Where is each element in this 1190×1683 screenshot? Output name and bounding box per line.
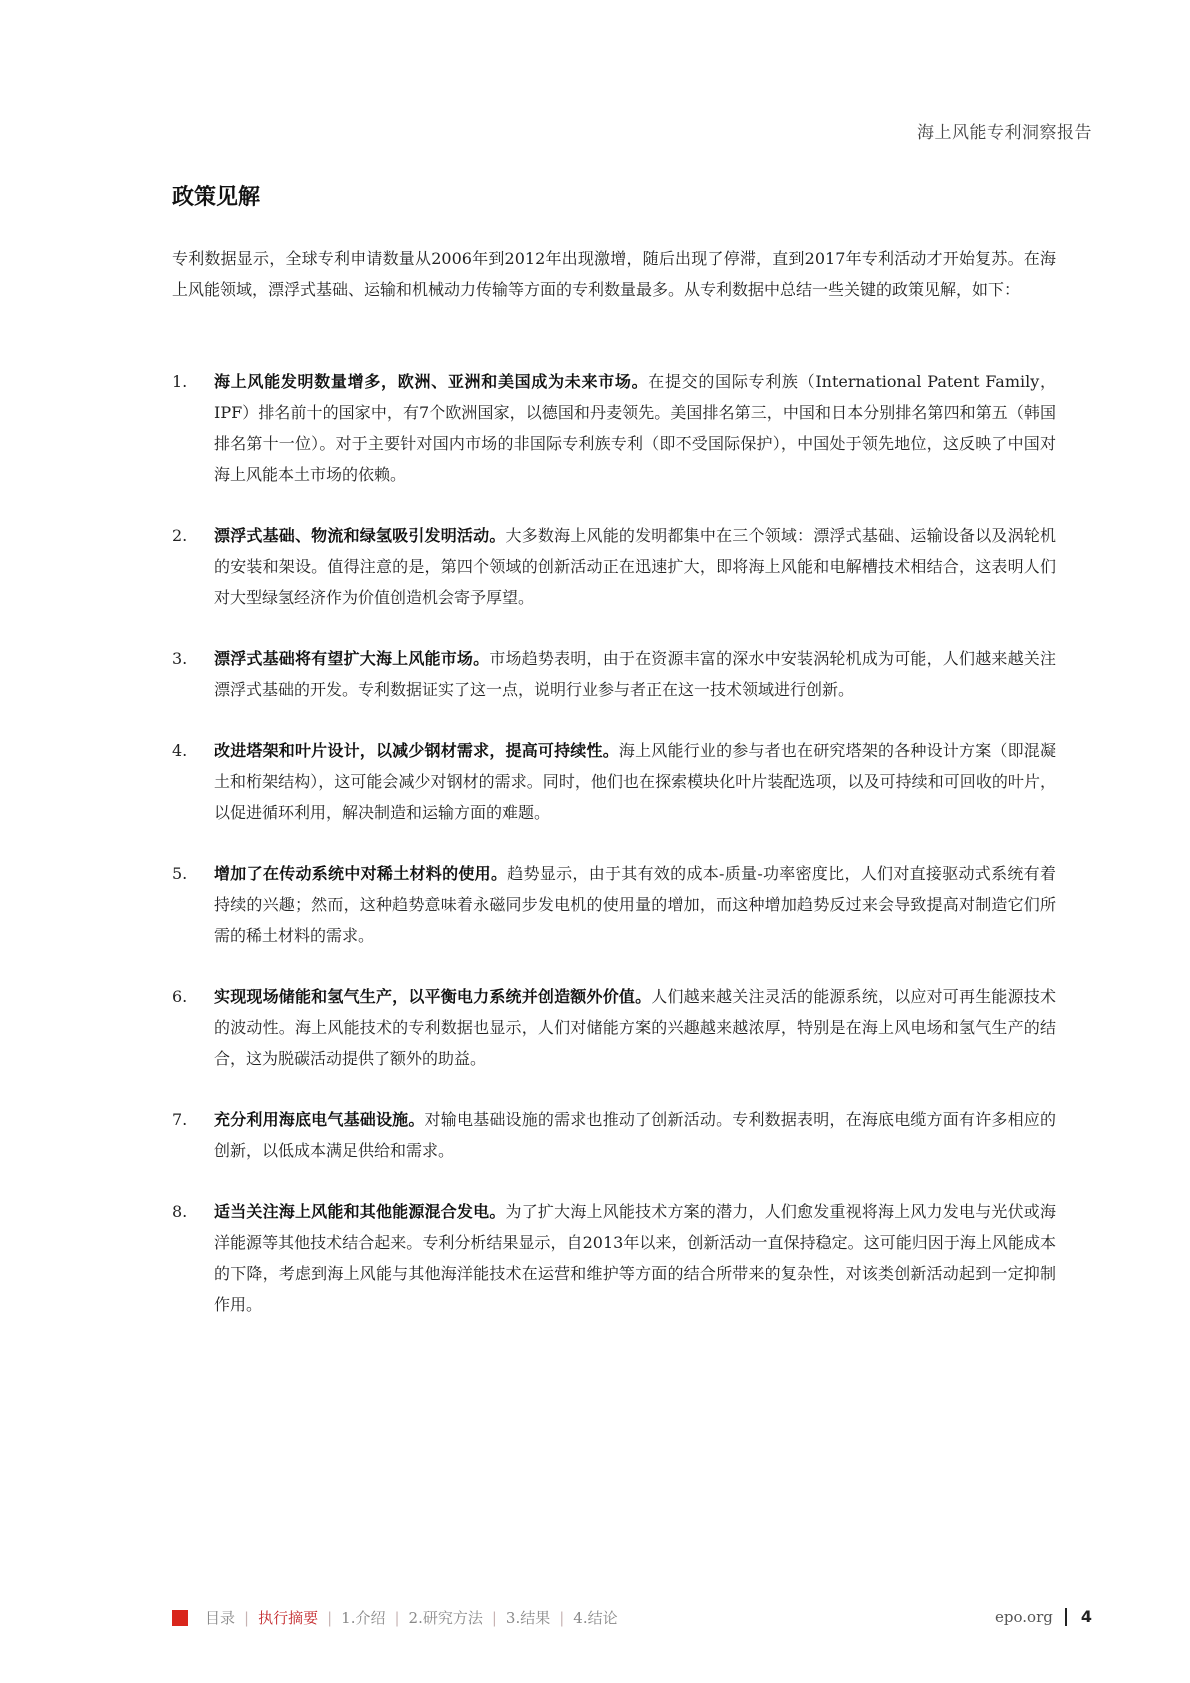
page-number: 4 [1080,1607,1092,1626]
list-item [172,520,1056,613]
item-body: 人们越来越关注灵活的能源系统，以应对可再生能源技术的波动性。海上风能技术的专利数据也显示，人们对储能方案的兴趣越来越浓厚，特别是在海上风电场和氢气生产的结合，这为脱碳活动提供了额外的助益。 [214,987,1056,1068]
item-body: 在提交的国际专利族（International Patent Family，IPF）排名前十的国家中，有7个欧洲国家，以德国和丹麦领先。美国排名第三，中国和日本分别排名第四和第五（韩国排名第十一位）。对于主要针对国内市场的非国际专利族专利（即不受国际保护），中国处于领先地位，这反映了中国对海上风能本土市场的依赖。 [214,372,1056,484]
item-number: 6. [172,987,188,1006]
nav-link-contents[interactable]: 目录 [205,1609,236,1627]
running-header: 海上风能专利洞察报告 [917,123,1092,143]
footer-nav [205,1607,618,1628]
section-heading: 政策见解 [172,185,261,210]
item-lead: 适当关注海上风能和其他能源混合发电。 [214,1202,506,1221]
item-body: 大多数海上风能的发明都集中在三个领域：漂浮式基础、运输设备以及涡轮机的安装和架设。值得注意的是，第四个领域的创新活动正在迅速扩大，即将海上风能和电解槽技术相结合，这表明人们对大型绿氢经济作为价值创造机会寄予厚望。 [214,526,1056,607]
nav-link-methodology[interactable]: 2.研究方法 [408,1609,483,1627]
nav-link-introduction[interactable]: 1.介绍 [341,1609,386,1627]
intro-paragraph: 专利数据显示，全球专利申请数量从2006年到2012年出现激增，随后出现了停滞，直到2017年专利活动才开始复苏。在海上风能领域，漂浮式基础、运输和机械动力传输等方面的专利数量最多。从专利数据中总结一些关键的政策见解，如下： [172,249,1056,299]
nav-link-conclusion[interactable]: 4.结论 [573,1609,618,1627]
nav-separator: | [491,1608,497,1627]
nav-separator: | [327,1608,333,1627]
item-lead: 实现现场储能和氢气生产，以平衡电力系统并创造额外价值。 [214,987,652,1006]
item-number: 8. [172,1202,188,1221]
item-body: 海上风能行业的参与者也在研究塔架的各种设计方案（即混凝土和桁架结构），这可能会减少对钢材的需求。同时，他们也在探索模块化叶片装配选项，以及可持续和可回收的叶片，以促进循环利用，解决制造和运输方面的难题。 [214,741,1056,822]
item-number: 1. [172,372,188,391]
item-lead: 漂浮式基础将有望扩大海上风能市场。 [214,649,490,668]
nav-separator: | [244,1608,250,1627]
nav-separator: | [559,1608,565,1627]
item-lead: 增加了在传动系统中对稀土材料的使用。 [214,864,508,883]
page-footer [172,1607,1092,1631]
list-item [172,735,1056,828]
list-item [172,366,1056,490]
list-item [172,981,1056,1074]
insights-list [172,366,1056,1350]
list-item [172,643,1056,705]
item-body: 为了扩大海上风能技术方案的潜力，人们愈发重视将海上风力发电与光伏或海洋能源等其他技术结合起来。专利分析结果显示，自2013年以来，创新活动一直保持稳定。这可能归因于海上风能成本的下降，考虑到海上风能与其他海洋能技术在运营和维护等方面的结合所带来的复杂性，对该类创新活动起到一定抑制作用。 [214,1202,1056,1314]
item-number: 2. [172,526,188,545]
item-number: 5. [172,864,188,883]
nav-link-results[interactable]: 3.结果 [505,1609,551,1627]
red-square-icon [172,1610,188,1626]
nav-link-executive-summary[interactable]: 执行摘要 [258,1609,319,1627]
item-lead: 充分利用海底电气基础设施。 [214,1110,425,1129]
site-link[interactable]: epo.org [995,1607,1053,1626]
footer-divider [1065,1608,1067,1626]
item-body: 对输电基础设施的需求也推动了创新活动。专利数据表明，在海底电缆方面有许多相应的创新，以低成本满足供给和需求。 [214,1110,1056,1160]
item-lead: 漂浮式基础、物流和绿氢吸引发明活动。 [214,526,506,545]
item-lead: 海上风能发明数量增多，欧洲、亚洲和美国成为未来市场。 [214,372,649,391]
list-item [172,858,1056,951]
item-lead: 改进塔架和叶片设计，以减少钢材需求，提高可持续性。 [214,741,619,760]
item-number: 7. [172,1110,188,1129]
list-item [172,1196,1056,1320]
item-number: 3. [172,649,188,668]
item-number: 4. [172,741,188,760]
list-item [172,1104,1056,1166]
item-body: 市场趋势表明，由于在资源丰富的深水中安装涡轮机成为可能，人们越来越关注漂浮式基础的开发。专利数据证实了这一点，说明行业参与者正在这一技术领域进行创新。 [214,649,1056,699]
item-body: 趋势显示，由于其有效的成本-质量-功率密度比，人们对直接驱动式系统有着持续的兴趣；然而，这种趋势意味着永磁同步发电机的使用量的增加，而这种增加趋势反过来会导致提高对制造它们所需的稀土材料的需求。 [214,864,1056,945]
footer-right [995,1607,1092,1626]
nav-separator: | [394,1608,400,1627]
